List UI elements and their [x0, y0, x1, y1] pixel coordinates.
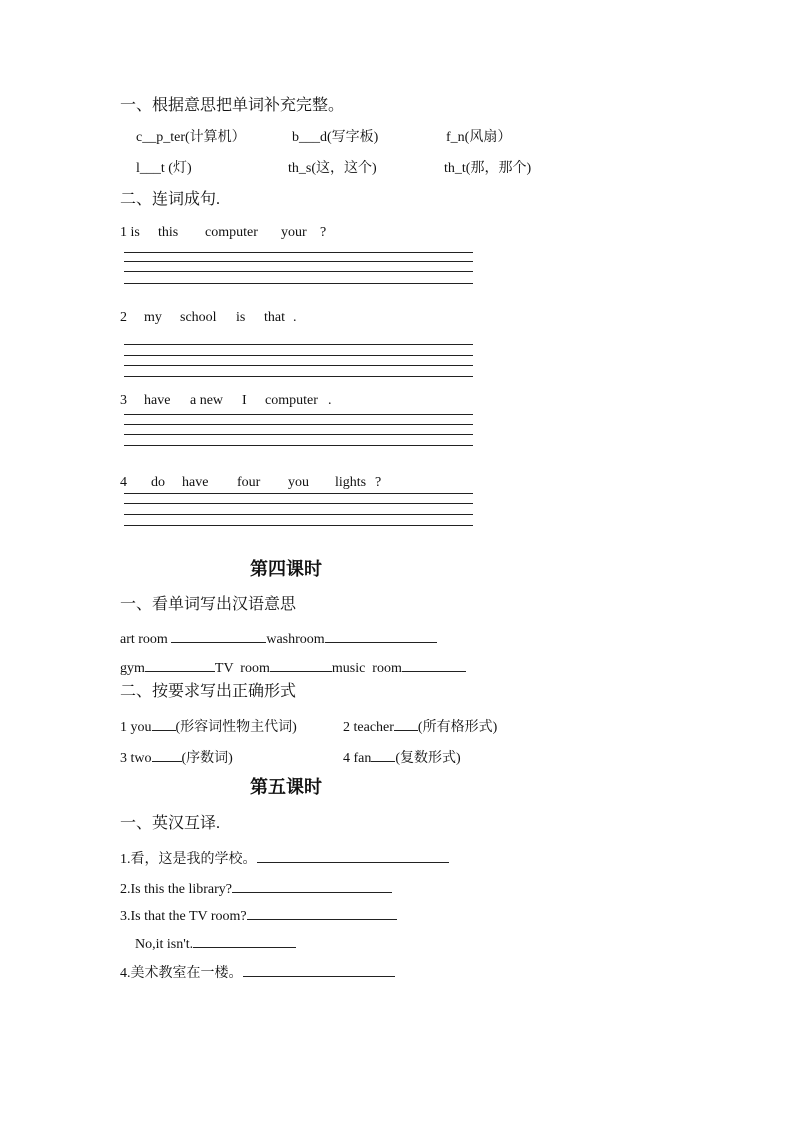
form-item-hint: (序数词): [181, 751, 233, 766]
item3-word: a new: [190, 393, 224, 408]
answer-blank[interactable]: [145, 657, 215, 672]
item4-number: 4: [120, 475, 127, 490]
writing-line[interactable]: [124, 261, 473, 262]
word-board: b___d(写字板): [292, 130, 379, 145]
item4-word: lights: [335, 475, 367, 490]
writing-line[interactable]: [124, 525, 473, 526]
lesson4-title: 第四课时: [250, 559, 322, 579]
answer-blank[interactable]: [152, 747, 182, 762]
item3-word: I: [242, 393, 247, 408]
lesson4-part1-heading: 一、看单词写出汉语意思: [120, 596, 297, 613]
answer-blank[interactable]: [325, 628, 437, 643]
lesson5-title: 第五课时: [250, 777, 322, 797]
writing-line[interactable]: [124, 424, 473, 425]
word-fan: f_n(风扇）: [446, 130, 512, 145]
item1-word: your: [281, 225, 307, 240]
vocab-line-2: [120, 657, 466, 676]
answer-blank[interactable]: [394, 716, 418, 731]
writing-line[interactable]: [124, 445, 473, 446]
word-light: l___t (灯): [136, 161, 192, 176]
item4-word: four: [237, 475, 261, 490]
item4-word: do: [151, 475, 165, 490]
item2-word: that: [264, 310, 285, 325]
writing-line[interactable]: [124, 355, 473, 356]
lesson5-heading: 一、英汉互译.: [120, 815, 221, 832]
lesson4-part2-heading: 二、按要求写出正确形式: [120, 683, 297, 700]
translate-item-3: [120, 905, 397, 924]
writing-line[interactable]: [124, 434, 473, 435]
form-item-hint: (复数形式): [395, 751, 461, 766]
item2-word: .: [293, 310, 297, 325]
vocab-word: music room: [331, 661, 402, 676]
answer-blank[interactable]: [257, 848, 449, 863]
item3-number: 3: [120, 393, 127, 408]
form-item-word: 3 two: [120, 751, 152, 766]
item1-word: this: [158, 225, 179, 240]
item1-word: computer: [205, 225, 258, 240]
form-item-word: 1 you: [120, 720, 152, 735]
form-item-2: [343, 716, 497, 735]
form-item-1: [120, 716, 297, 735]
section-a-heading: 一、根据意思把单词补充完整。: [120, 97, 345, 114]
answer-blank[interactable]: [232, 878, 392, 893]
vocab-word: art room: [120, 632, 168, 647]
word-computer: c__p_ter(计算机）: [136, 130, 246, 145]
form-item-hint: (所有格形式): [417, 720, 498, 735]
writing-line[interactable]: [124, 503, 473, 504]
item4-word: have: [182, 475, 209, 490]
translate-item-1: [120, 848, 449, 867]
writing-line[interactable]: [124, 252, 473, 253]
answer-blank[interactable]: [171, 628, 266, 643]
answer-blank[interactable]: [371, 747, 395, 762]
writing-line[interactable]: [124, 283, 473, 284]
writing-line[interactable]: [124, 514, 473, 515]
vocab-line-1: [120, 628, 437, 647]
item1-word: ?: [320, 225, 327, 240]
item3-word: .: [328, 393, 332, 408]
vocab-word: washroom: [266, 632, 325, 647]
item2-word: my: [144, 310, 162, 325]
form-item-word: 4 fan: [343, 751, 372, 766]
item3-word: computer: [265, 393, 318, 408]
translate-prompt: 3.Is that the TV room?: [120, 909, 247, 924]
answer-blank[interactable]: [247, 905, 397, 920]
translate-item-2: [120, 878, 392, 897]
answer-blank[interactable]: [193, 933, 296, 948]
writing-line[interactable]: [124, 414, 473, 415]
writing-line[interactable]: [124, 344, 473, 345]
form-item-word: 2 teacher: [343, 720, 394, 735]
form-item-3: [120, 747, 233, 766]
translate-prompt: 4.美术教室在一楼。: [120, 966, 243, 981]
item3-word: have: [144, 393, 171, 408]
item4-word: ?: [375, 475, 382, 490]
vocab-word: gym: [120, 661, 145, 676]
writing-line[interactable]: [124, 271, 473, 272]
answer-blank[interactable]: [243, 962, 395, 977]
answer-blank[interactable]: [270, 657, 332, 672]
item2-number: 2: [120, 310, 127, 325]
item1-number: 1 is: [120, 225, 140, 240]
form-item-hint: (形容词性物主代词): [175, 720, 297, 735]
item2-word: is: [236, 310, 246, 325]
word-this: th_s(这，这个): [288, 161, 377, 176]
translate-item-3b: [135, 933, 296, 952]
item2-word: school: [180, 310, 217, 325]
writing-line[interactable]: [124, 493, 473, 494]
translate-prompt: 1.看，这是我的学校。: [120, 852, 257, 867]
word-that: th_t(那，那个): [444, 161, 532, 176]
answer-blank[interactable]: [152, 716, 176, 731]
form-item-4: [343, 747, 461, 766]
translate-prompt: No,it isn't.: [135, 937, 194, 952]
writing-line[interactable]: [124, 376, 473, 377]
answer-blank[interactable]: [402, 657, 466, 672]
item4-word: you: [288, 475, 309, 490]
writing-line[interactable]: [124, 365, 473, 366]
vocab-word: TV room: [214, 661, 270, 676]
translate-prompt: 2.Is this the library?: [120, 882, 232, 897]
section-b-heading: 二、连词成句.: [120, 191, 221, 208]
translate-item-4: [120, 962, 395, 981]
